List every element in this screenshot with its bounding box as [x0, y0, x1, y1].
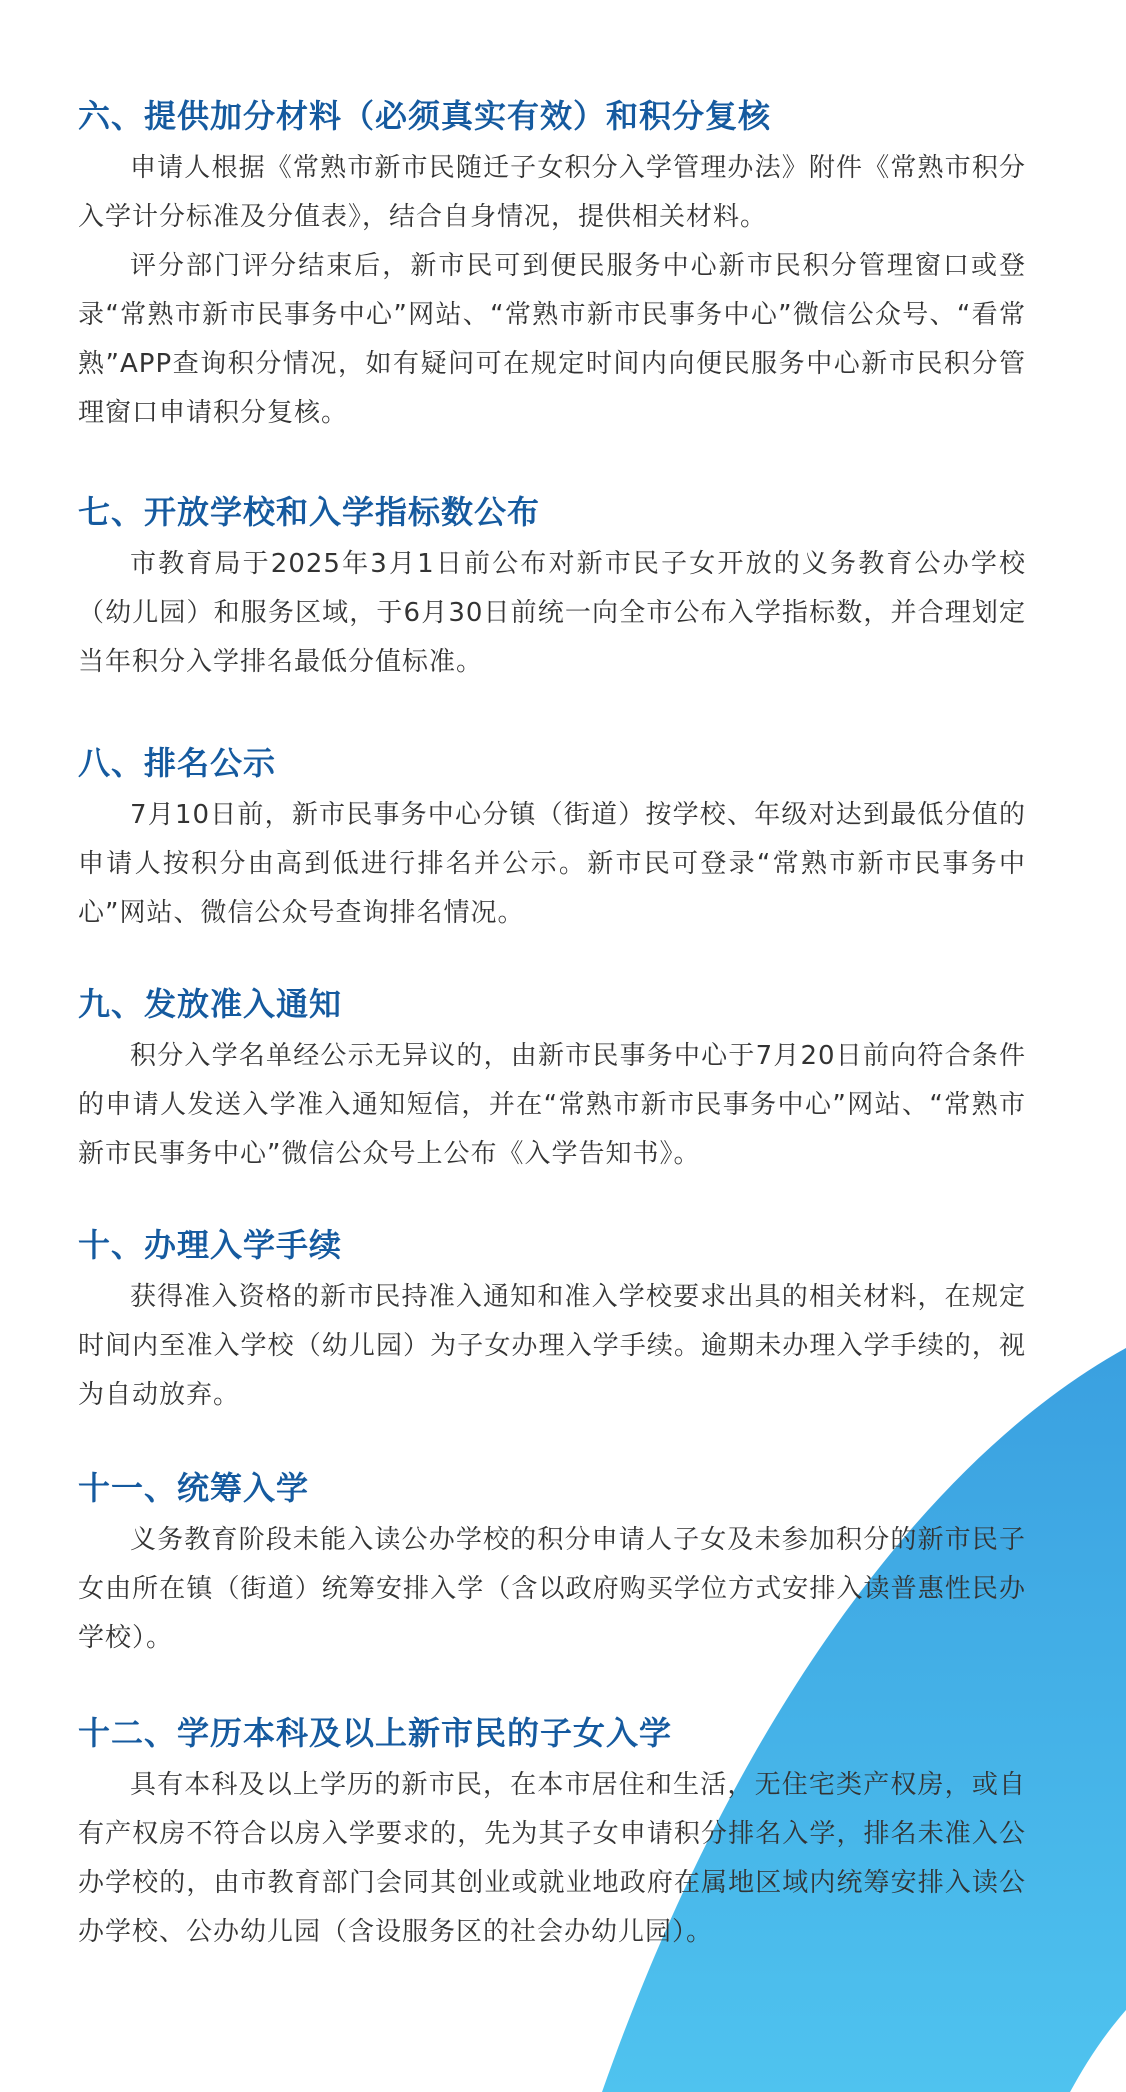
section-heading: 八、排名公示: [78, 744, 277, 782]
section-paragraph: 评分部门评分结束后，新市民可到便民服务中心新市民积分管理窗口或登录“常熟市新市民事务中心”网站、“常熟市新市民事务中心”微信公众号、“看常熟”APP查询积分情况，如有疑问可在规定时间内向便民服务中心新市民积分管理窗口申请积分复核。: [78, 251, 1026, 428]
section-paragraph: 义务教育阶段未能入读公办学校的积分申请人子女及未参加积分的新市民子女由所在镇（街道）统筹安排入学（含以政府购买学位方式安排入读普惠性民办学校）。: [78, 1525, 1026, 1653]
section-school-quota: [78, 490, 1026, 687]
section-paragraph: 申请人根据《常熟市新市民随迁子女积分入学管理办法》附件《常熟市积分入学计分标准及分值表》，结合自身情况，提供相关材料。: [78, 153, 1026, 232]
section-paragraph: 获得准入资格的新市民持准入通知和准入学校要求出具的相关材料，在规定时间内至准入学校（幼儿园）为子女办理入学手续。逾期未办理入学手续的，视为自动放弃。: [78, 1282, 1026, 1410]
main-content: [78, 94, 1026, 2003]
section-heading: 六、提供加分材料（必须真实有效）和积分复核: [78, 97, 772, 135]
section-heading: 十一、统筹入学: [78, 1469, 310, 1507]
section-heading: 十二、学历本科及以上新市民的子女入学: [78, 1714, 673, 1752]
section-heading: 七、开放学校和入学指标数公布: [78, 493, 541, 531]
section-materials-review: [78, 94, 1026, 438]
section-paragraph: 7月10日前，新市民事务中心分镇（街道）按学校、年级对达到最低分值的申请人按积分由高到低进行排名并公示。新市民可登录“常熟市新市民事务中心”网站、微信公众号查询排名情况。: [78, 800, 1026, 928]
section-degree-holders: [78, 1711, 1026, 1957]
section-heading: 九、发放准入通知: [78, 985, 343, 1023]
section-enrollment-procedures: [78, 1223, 1026, 1420]
section-paragraph: 积分入学名单经公示无异议的，由新市民事务中心于7月20日前向符合条件的申请人发送入学准入通知短信，并在“常熟市新市民事务中心”网站、“常熟市新市民事务中心”微信公众号上公布《入学告知书》。: [78, 1041, 1026, 1169]
section-ranking-notice: [78, 741, 1026, 938]
section-paragraph: 具有本科及以上学历的新市民，在本市居住和生活，无住宅类产权房，或自有产权房不符合以房入学要求的，先为其子女申请积分排名入学，排名未准入公办学校的，由市教育部门会同其创业或就业地政府在属地区域内统筹安排入读公办学校、公办幼儿园（含设服务区的社会办幼儿园）。: [78, 1770, 1026, 1947]
section-paragraph: 市教育局于2025年3月1日前公布对新市民子女开放的义务教育公办学校（幼儿园）和服务区域，于6月30日前统一向全市公布入学指标数，并合理划定当年积分入学排名最低分值标准。: [78, 549, 1026, 677]
section-admission-notice: [78, 982, 1026, 1179]
section-coordinated-enrollment: [78, 1466, 1026, 1663]
section-heading: 十、办理入学手续: [78, 1226, 343, 1264]
